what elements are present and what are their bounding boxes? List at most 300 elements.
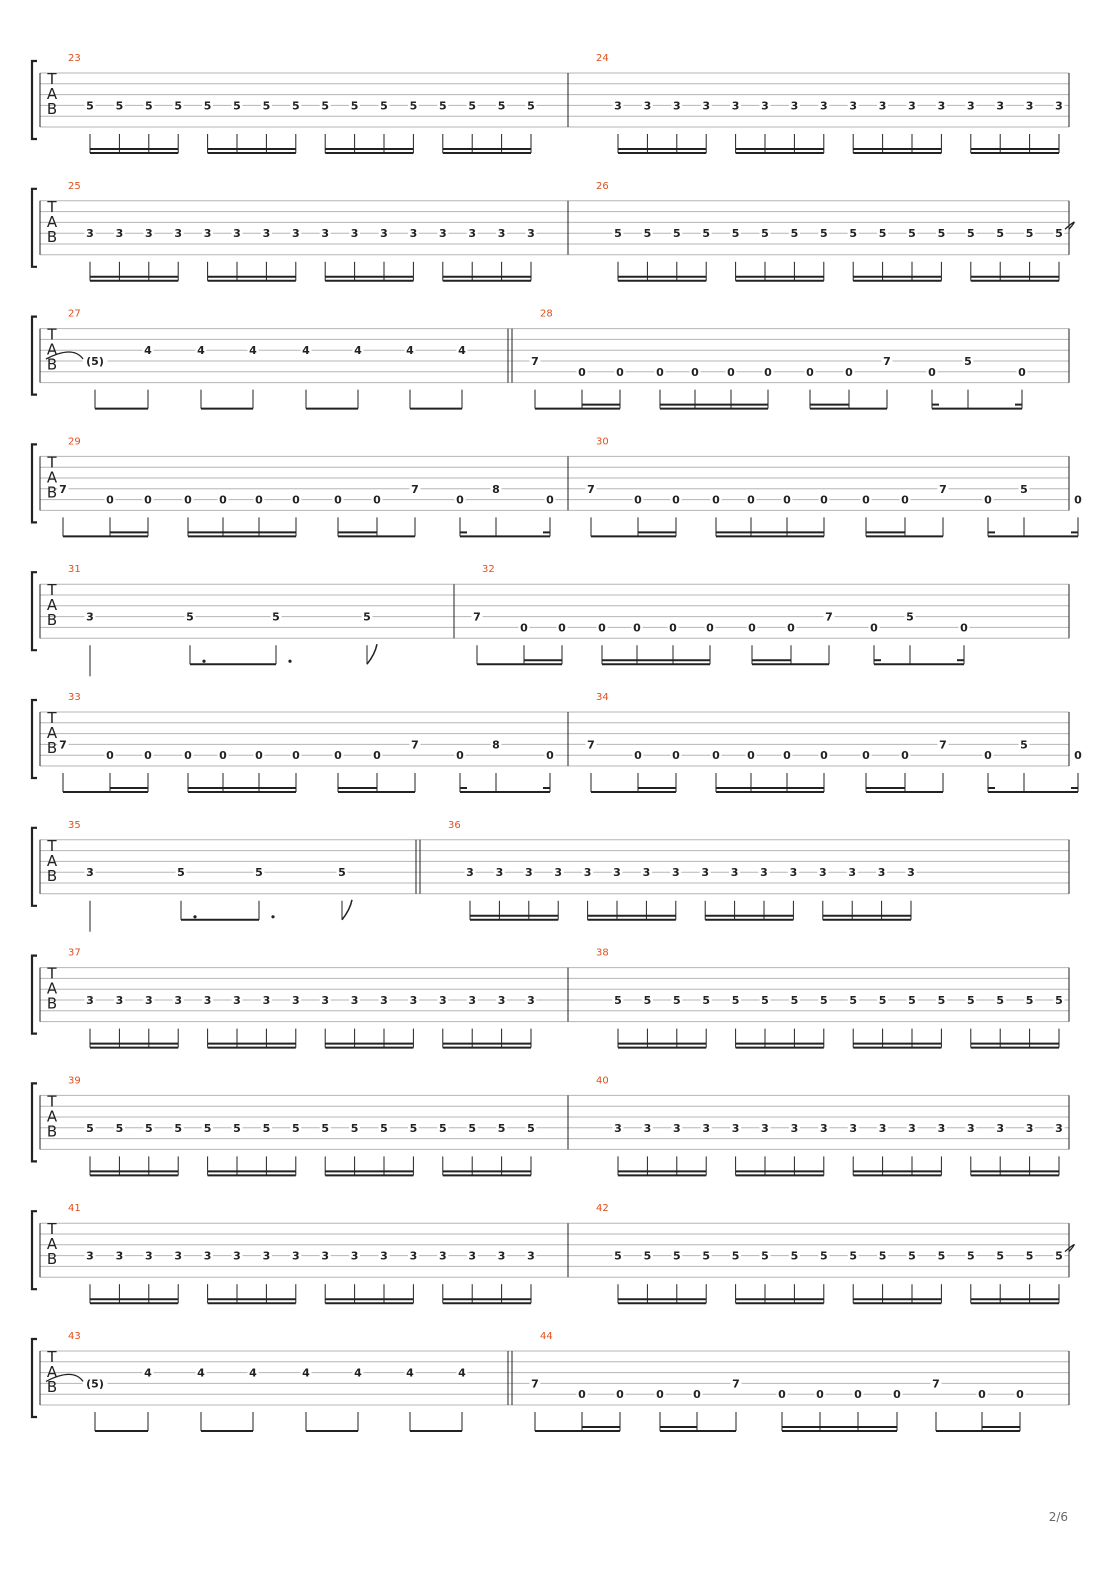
fret-number: 3	[1055, 1121, 1063, 1135]
fret-number: 0	[893, 1388, 901, 1402]
tab-clef-letter: T	[47, 197, 57, 216]
fret-number: 5	[86, 99, 94, 113]
fret-number: 3	[672, 99, 681, 113]
fret-number: 3	[524, 866, 533, 880]
fret-number: 5	[321, 99, 330, 113]
tab-clef-letter: A	[46, 85, 58, 103]
fret-number: 3	[144, 227, 153, 241]
tab-clef-letter: T	[47, 709, 57, 727]
fret-number: 3	[937, 99, 946, 113]
tab-clef-letter: B	[46, 866, 58, 885]
fret-number: 5	[86, 1121, 94, 1135]
fret-number: 5	[996, 227, 1005, 241]
system-bracket	[32, 444, 37, 522]
fret-number: 5	[1055, 227, 1063, 241]
fret-number: 5	[115, 1121, 124, 1135]
fret-number: 5	[497, 99, 506, 113]
fret-number: 5	[966, 227, 975, 241]
fret-number: 7	[587, 482, 595, 496]
fret-number: 0	[820, 493, 828, 507]
fret-number: 5	[115, 99, 124, 113]
fret-number: 0	[978, 1388, 986, 1402]
fret-number: 3	[790, 1121, 799, 1135]
fret-number: 5	[409, 1121, 418, 1135]
fret-number: 0	[706, 621, 714, 635]
fret-number: 0	[764, 365, 772, 379]
fret-number: 0	[862, 493, 870, 507]
fret-number: 3	[115, 227, 124, 241]
fret-number: 5	[255, 866, 263, 880]
tab-clef-letter: A	[46, 851, 58, 870]
dot	[271, 915, 274, 918]
fret-number: 4	[406, 1366, 414, 1380]
fret-number: 0	[672, 493, 680, 507]
fret-number: 7	[825, 610, 833, 624]
fret-number: 5	[819, 227, 828, 241]
fret-number: 5	[672, 994, 681, 1007]
fret-number: 5	[380, 1121, 388, 1135]
page-number: 2/6	[1048, 1510, 1068, 1524]
measure-number: 33	[68, 692, 81, 703]
tab-clef-letter: T	[47, 1348, 57, 1366]
fret-number: 3	[291, 227, 300, 241]
fret-number: 5	[878, 994, 887, 1007]
fret-number: 3	[495, 866, 504, 880]
fret-number: 0	[783, 493, 791, 507]
fret-number: 3	[497, 1249, 506, 1263]
fret-number: 0	[693, 1388, 701, 1402]
fret-number: 3	[702, 1121, 711, 1135]
fret-number: 5	[966, 994, 975, 1007]
fret-number: 0	[845, 365, 853, 379]
measure-number: 43	[68, 1331, 81, 1342]
fret-number: 3	[233, 1249, 241, 1263]
fret-number: 5	[643, 994, 652, 1007]
tab-clef-letter: B	[46, 1250, 58, 1269]
fret-number: 3	[438, 994, 447, 1007]
tab-clef-letter: T	[47, 1092, 57, 1111]
fret-number: 3	[702, 99, 711, 113]
fret-number: 0	[219, 749, 227, 763]
fret-number: 5	[1055, 994, 1063, 1007]
fret-number: 4	[458, 344, 466, 358]
fret-number: 3	[350, 1249, 359, 1263]
fret-number: 5	[702, 1249, 711, 1263]
fret-number: 3	[849, 99, 858, 113]
fret-number: 3	[878, 99, 887, 113]
fret-number: 3	[730, 866, 739, 880]
fret-number: 0	[820, 749, 828, 763]
fret-number: 0	[616, 365, 624, 379]
fret-number: 0	[144, 749, 152, 763]
fret-number: 0	[634, 749, 642, 763]
fret-number: 3	[849, 1121, 858, 1135]
fret-number: 0	[456, 493, 464, 507]
fret-number: 3	[937, 1121, 946, 1135]
fret-number: 3	[527, 227, 535, 241]
fret-number: 3	[554, 866, 563, 880]
fret-number: 4	[144, 344, 152, 358]
tab-clef-letter: B	[46, 1378, 58, 1396]
measure-number: 35	[68, 819, 81, 831]
tie-arc	[1065, 222, 1074, 229]
fret-number: 3	[409, 1249, 418, 1263]
fret-number: 3	[262, 994, 271, 1007]
fret-number: 3	[262, 227, 271, 241]
fret-number: 3	[466, 866, 474, 880]
fret-number: 5	[1025, 227, 1034, 241]
measure-number: 32	[482, 564, 495, 576]
tab-clef-letter: B	[46, 1122, 58, 1141]
fret-number: 0	[520, 621, 528, 635]
fret-number: 7	[939, 482, 947, 496]
fret-number: 3	[86, 610, 94, 624]
fret-number: 5	[937, 227, 946, 241]
fret-number: 5	[527, 1121, 535, 1135]
fret-number: 5	[1020, 738, 1028, 752]
fret-number: 5	[174, 1121, 183, 1135]
fret-number: 3	[996, 1121, 1005, 1135]
fret-number: 0	[727, 365, 735, 379]
fret-number: 5	[761, 1249, 769, 1263]
fret-number: 5	[906, 610, 914, 624]
measure-number: 44	[540, 1331, 553, 1342]
fret-number: 3	[818, 866, 827, 880]
fret-number: 7	[411, 738, 419, 752]
fret-number: 5	[527, 99, 535, 113]
fret-number: 7	[932, 1377, 940, 1391]
fret-number: 7	[59, 738, 67, 752]
fret-number: 7	[59, 482, 67, 496]
measure-number: 29	[68, 436, 81, 448]
tab-clef-letter: A	[46, 1235, 58, 1254]
fret-number: 5	[233, 1121, 241, 1135]
fret-number: 4	[197, 344, 205, 358]
fret-number: 4	[144, 1366, 152, 1380]
fret-number: 3	[321, 227, 330, 241]
fret-number: 0	[334, 749, 342, 763]
fret-number: 5	[790, 227, 799, 241]
tab-clef-letter: B	[46, 994, 58, 1013]
fret-number: (5)	[86, 355, 104, 368]
fret-number: 3	[203, 227, 212, 241]
fret-number: 5	[702, 227, 711, 241]
fret-number: 5	[937, 1249, 946, 1263]
fret-number: 4	[354, 1366, 362, 1380]
fret-number: 3	[86, 227, 94, 241]
fret-number: 3	[174, 994, 183, 1007]
fret-number: 0	[712, 493, 720, 507]
fret-number: 3	[642, 866, 651, 880]
fret-number: 3	[819, 1121, 828, 1135]
dot	[288, 660, 291, 663]
fret-number: 5	[409, 99, 418, 113]
fret-number: 3	[291, 994, 300, 1007]
measure-number: 26	[596, 180, 609, 192]
fret-number: 5	[761, 994, 769, 1007]
fret-number: 3	[380, 227, 388, 241]
fret-number: 0	[870, 621, 878, 635]
fret-number: 5	[321, 1121, 330, 1135]
fret-number: 3	[321, 994, 330, 1007]
fret-number: 3	[350, 227, 359, 241]
measure-number: 38	[596, 947, 609, 959]
fret-number: 0	[862, 749, 870, 763]
fret-number: 0	[144, 493, 152, 507]
fret-number: 0	[546, 749, 554, 763]
system-bracket	[32, 1211, 37, 1289]
fret-number: 3	[790, 99, 799, 113]
fret-number: 3	[908, 1121, 916, 1135]
fret-number: 5	[908, 994, 916, 1007]
fret-number: 5	[731, 994, 740, 1007]
fret-number: 3	[908, 99, 916, 113]
fret-number: 5	[1055, 1249, 1063, 1263]
tab-clef-letter: B	[46, 355, 58, 374]
fret-number: 5	[262, 1121, 271, 1135]
measure-number: 31	[68, 564, 81, 576]
fret-number: 0	[656, 365, 664, 379]
fret-number: 5	[233, 99, 241, 113]
fret-number: 5	[203, 99, 212, 113]
tab-clef-letter: B	[46, 739, 58, 757]
fret-number: 3	[643, 1121, 652, 1135]
fret-number: 3	[907, 866, 915, 880]
tab-clef-letter: T	[47, 1220, 57, 1239]
tab-clef-letter: A	[46, 340, 58, 359]
measure-number: 25	[68, 180, 81, 192]
fret-number: 4	[458, 1366, 466, 1380]
fret-number: 3	[671, 866, 680, 880]
fret-number: 3	[350, 994, 359, 1007]
fret-number: 0	[292, 749, 300, 763]
fret-number: 3	[86, 994, 94, 1007]
fret-number: 7	[411, 482, 419, 496]
fret-number: 5	[380, 99, 388, 113]
fret-number: 3	[144, 994, 153, 1007]
fret-number: 0	[634, 493, 642, 507]
fret-number: 3	[848, 866, 857, 880]
fret-number: 5	[438, 99, 447, 113]
fret-number: 5	[144, 99, 153, 113]
system-bracket	[32, 1083, 37, 1161]
fret-number: 0	[656, 1388, 664, 1402]
fret-number: 3	[497, 227, 506, 241]
fret-number: 5	[291, 1121, 300, 1135]
fret-number: 0	[816, 1388, 824, 1402]
fret-number: 5	[177, 866, 185, 880]
fret-number: 8	[492, 738, 500, 752]
measure-number: 41	[68, 1203, 81, 1215]
fret-number: 0	[783, 749, 791, 763]
fret-number: 0	[598, 621, 606, 635]
fret-number: 0	[558, 621, 566, 635]
measure-number: 34	[596, 692, 609, 703]
fret-number: 3	[614, 99, 622, 113]
fret-number: 0	[748, 621, 756, 635]
fret-number: 0	[373, 493, 381, 507]
measure-number: 42	[596, 1203, 609, 1215]
fret-number: 5	[272, 610, 280, 624]
fret-number: 0	[546, 493, 554, 507]
fret-number: 7	[732, 1377, 740, 1391]
tab-clef-letter: T	[47, 964, 57, 983]
fret-number: 3	[233, 227, 241, 241]
fret-number: 3	[731, 99, 740, 113]
fret-number: 7	[587, 738, 595, 752]
fret-number: 5	[350, 99, 359, 113]
fret-number: 3	[996, 99, 1005, 113]
fret-number: 0	[1074, 749, 1082, 763]
dot	[193, 915, 196, 918]
fret-number: 4	[302, 344, 310, 358]
measure-number: 39	[68, 1075, 81, 1087]
fret-number: 0	[691, 365, 699, 379]
fret-number: 5	[731, 1249, 740, 1263]
fret-number: 5	[363, 610, 371, 624]
fret-number: 0	[787, 621, 795, 635]
fret-number: 3	[409, 994, 418, 1007]
fret-number: 0	[669, 621, 677, 635]
fret-number: 3	[174, 227, 183, 241]
tab-clef-letter: A	[46, 1363, 58, 1381]
measure-number: 28	[540, 308, 553, 320]
system-bracket	[32, 61, 37, 139]
fret-number: 3	[701, 866, 710, 880]
fret-number: 0	[1018, 365, 1026, 379]
fret-number: 3	[789, 866, 798, 880]
measure-number: 27	[68, 308, 81, 320]
system-bracket	[32, 572, 37, 650]
fret-number: 5	[849, 994, 858, 1007]
tab-clef-letter: B	[46, 483, 58, 502]
fret-number: 0	[373, 749, 381, 763]
fret-number: 3	[262, 1249, 271, 1263]
fret-number: 0	[747, 749, 755, 763]
fret-number: 5	[672, 227, 681, 241]
fret-number: 0	[219, 493, 227, 507]
fret-number: 8	[492, 482, 500, 496]
fret-number: 7	[883, 355, 891, 368]
fret-number: 5	[996, 994, 1005, 1007]
fret-number: 5	[790, 994, 799, 1007]
system-bracket	[32, 189, 37, 267]
fret-number: 0	[712, 749, 720, 763]
fret-number: 3	[877, 866, 886, 880]
tab-clef-letter: T	[47, 325, 57, 344]
fret-number: 4	[197, 1366, 205, 1380]
fret-number: 5	[144, 1121, 153, 1135]
fret-number: 5	[908, 227, 916, 241]
fret-number: 0	[806, 365, 814, 379]
tab-clef-letter: B	[46, 100, 58, 118]
measure-number: 36	[448, 819, 461, 831]
fret-number: 7	[531, 1377, 539, 1391]
fret-number: 3	[409, 227, 418, 241]
fret-number: 3	[1025, 99, 1034, 113]
fret-number: 0	[578, 365, 586, 379]
fret-number: 3	[380, 1249, 388, 1263]
fret-number: 3	[966, 1121, 975, 1135]
fret-number: 0	[616, 1388, 624, 1402]
fret-number: 3	[643, 99, 652, 113]
measure-number: 24	[596, 53, 609, 64]
fret-number: 5	[849, 227, 858, 241]
fret-number: 5	[908, 1249, 916, 1263]
fret-number: 3	[233, 994, 241, 1007]
fret-number: 4	[354, 344, 362, 358]
system-bracket	[32, 317, 37, 395]
fret-number: 5	[761, 227, 769, 241]
fret-number: 3	[761, 99, 769, 113]
fret-number: 5	[672, 1249, 681, 1263]
fret-number: 5	[878, 227, 887, 241]
fret-number: 3	[115, 994, 124, 1007]
fret-number: 5	[338, 866, 346, 880]
fret-number: 0	[334, 493, 342, 507]
fret-number: 5	[614, 994, 622, 1007]
fret-number: 5	[878, 1249, 887, 1263]
fret-number: 3	[761, 1121, 769, 1135]
note-flag	[367, 644, 377, 664]
fret-number: 3	[527, 994, 535, 1007]
fret-number: 3	[380, 994, 388, 1007]
fret-number: 5	[819, 1249, 828, 1263]
tab-clef-letter: A	[46, 596, 58, 615]
fret-number: 4	[302, 1366, 310, 1380]
fret-number: 5	[438, 1121, 447, 1135]
tab-clef-letter: A	[46, 979, 58, 998]
fret-number: 0	[292, 493, 300, 507]
fret-number: 7	[939, 738, 947, 752]
fret-number: 5	[1025, 994, 1034, 1007]
fret-number: 0	[106, 749, 114, 763]
fret-number: 3	[819, 99, 828, 113]
dot	[202, 660, 205, 663]
fret-number: 3	[438, 1249, 447, 1263]
fret-number: 5	[350, 1121, 359, 1135]
fret-number: 3	[614, 1121, 622, 1135]
fret-number: 3	[291, 1249, 300, 1263]
fret-number: 0	[106, 493, 114, 507]
fret-number: 5	[1025, 1249, 1034, 1263]
fret-number: 0	[778, 1388, 786, 1402]
tab-clef-letter: A	[46, 468, 58, 487]
fret-number: 3	[731, 1121, 740, 1135]
fret-number: 0	[960, 621, 968, 635]
tab-clef-letter: B	[46, 227, 58, 246]
fret-number: 0	[184, 493, 192, 507]
measure-number: 40	[596, 1075, 609, 1087]
fret-number: 3	[613, 866, 621, 880]
fret-number: 5	[790, 1249, 799, 1263]
fret-number: 3	[497, 994, 506, 1007]
system-bracket	[32, 1339, 37, 1417]
system-bracket	[32, 828, 37, 906]
fret-number: 3	[527, 1249, 535, 1263]
measure-number: 23	[68, 53, 81, 64]
fret-number: 0	[984, 493, 992, 507]
fret-number: 0	[184, 749, 192, 763]
fret-number: 3	[203, 994, 212, 1007]
fret-number: 0	[901, 493, 909, 507]
fret-number: 5	[937, 994, 946, 1007]
fret-number: 5	[262, 99, 271, 113]
fret-number: 0	[255, 493, 263, 507]
fret-number: 5	[468, 99, 477, 113]
fret-number: 5	[966, 1249, 975, 1263]
fret-number: 3	[1055, 99, 1063, 113]
